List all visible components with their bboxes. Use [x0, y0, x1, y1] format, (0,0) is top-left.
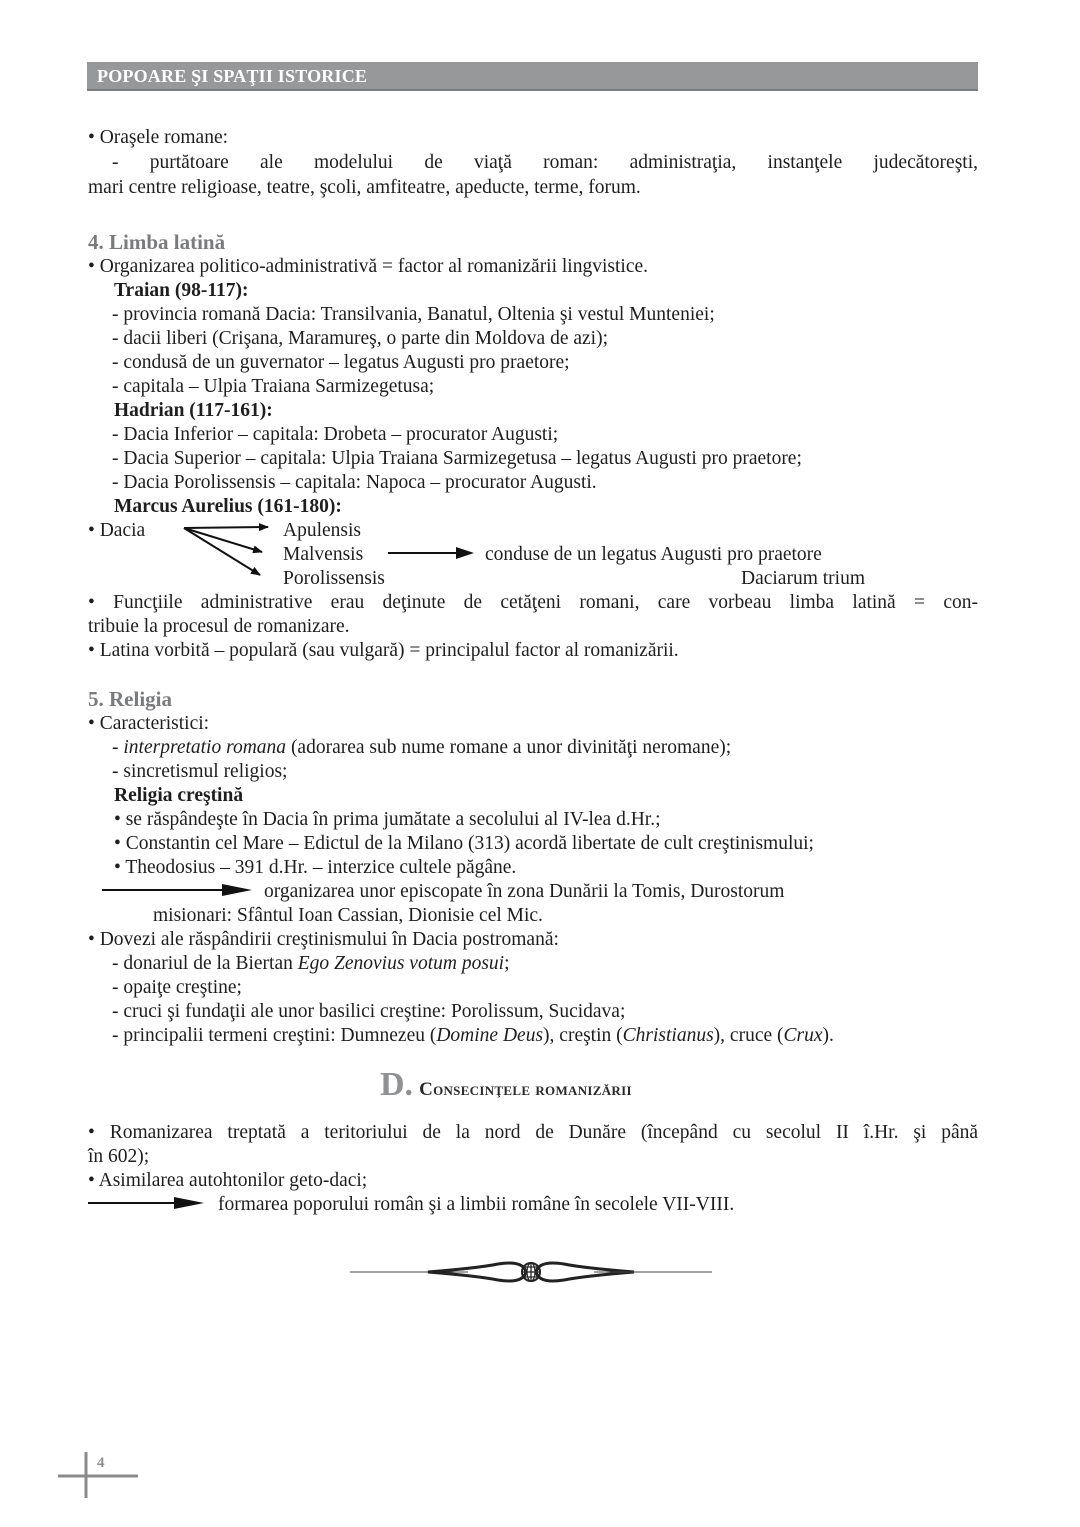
termeni-text: - principalii termeni creştini: Dumnezeu (	[112, 1025, 437, 1046]
termeni-text: ), cruce (	[713, 1025, 784, 1046]
section-letter: D.	[380, 1066, 414, 1103]
marcus-heading: Marcus Aurelius (161-180):	[114, 496, 342, 517]
dacia-root: • Dacia	[88, 520, 146, 541]
crestina-item: • Constantin cel Mare – Edictul de la Milano (313) acordă libertate de cult creştinismului;	[114, 833, 814, 854]
limba-intro: • Organizarea politico-administrativă = factor al romanizării lingvistice.	[88, 256, 649, 277]
donariul-item	[112, 952, 510, 976]
religia-caracteristici: • Caracteristici:	[88, 713, 210, 734]
asimilare: • Asimilarea autohtonilor geto-daci;	[88, 1170, 368, 1191]
section-title-religia: 5. Religia	[88, 687, 172, 711]
sincretism-item: - sincretismul religios;	[112, 761, 288, 782]
traian-item: - condusă de un guvernator – legatus Augusti pro praetore;	[112, 352, 570, 373]
orase-bullet: • Oraşele romane:	[88, 127, 229, 148]
termeni-text: ), creştin (	[543, 1025, 623, 1046]
latin-term: Crux	[783, 1025, 823, 1046]
cruci-item: - cruci şi fundaţii ale unor basilici creştine: Porolissum, Sucidava;	[112, 1001, 626, 1022]
latina-vorbita: • Latina vorbită – populară (sau vulgară) = principalul factor al romanizării.	[88, 640, 679, 661]
functii-line2: tribuie la procesul de romanizare.	[88, 616, 350, 637]
province-apulensis: Apulensis	[283, 520, 361, 541]
hadrian-item: - Dacia Superior – capitala: Ulpia Traiana Sarmizegetusa – legatus Augusti pro praetore;	[112, 448, 802, 469]
right-arrow-icon	[86, 1195, 206, 1211]
donariul-end: ;	[504, 953, 510, 974]
episcopate-result: organizarea unor episcopate în zona Dunării la Tomis, Durostorum	[264, 881, 785, 902]
consecinte-line2: în 602);	[88, 1146, 150, 1167]
page-number: 4	[97, 1455, 105, 1471]
opaite-item: - opaiţe creştine;	[112, 977, 242, 998]
interpretatio-desc: (adorarea sub nume romane a unor divinităţi neromane);	[286, 737, 732, 758]
split-arrows-icon	[180, 518, 290, 582]
section-d-title: Consecinţele romanizării	[419, 1079, 632, 1100]
globe-ornament-divider-icon	[348, 1258, 714, 1286]
dovezi-heading: • Dovezi ale răspândirii creştinismului în Dacia postromană:	[88, 929, 559, 950]
province-porolissensis: Porolissensis	[283, 568, 385, 589]
traian-item: - dacii liberi (Crişana, Maramureş, o parte din Moldova de azi);	[112, 328, 608, 349]
formare-result: formarea poporului român şi a limbii române în secolele VII-VIII.	[218, 1194, 735, 1215]
termeni-text: ).	[822, 1025, 834, 1046]
orase-line2: mari centre religioase, teatre, şcoli, amfiteatre, apeducte, terme, forum.	[88, 177, 641, 198]
hadrian-item: - Dacia Porolissensis – capitala: Napoca – procurator Augusti.	[112, 472, 597, 493]
latin-term: Domine Deus	[436, 1025, 544, 1046]
right-arrow-icon	[100, 882, 254, 898]
interpretatio-item: - interpretatio romana (adorarea sub nume romane a unor divinităţi neromane);	[112, 737, 732, 758]
hadrian-heading: Hadrian (117-161):	[114, 400, 273, 421]
traian-heading: Traian (98-117):	[114, 280, 249, 301]
consecinte-line1: • Romanizarea treptată a teritoriului de la nord de Dunăre (începând cu secolul II î.Hr. şi până	[88, 1122, 978, 1143]
traian-item: - provincia romană Dacia: Transilvania, Banatul, Oltenia şi vestul Munteniei;	[112, 304, 715, 325]
chapter-title: POPOARE ŞI SPAŢII ISTORICE	[97, 66, 368, 86]
hadrian-item: - Dacia Inferior – capitala: Drobeta – procurator Augusti;	[112, 424, 559, 445]
chapter-header-bar	[87, 62, 978, 91]
donariul-inscription: Ego Zenovius votum posui	[297, 953, 505, 974]
misionari: misionari: Sfântul Ioan Cassian, Dionisie cel Mic.	[153, 905, 543, 926]
province-malvensis: Malvensis	[283, 544, 364, 565]
provinces-leadership: conduse de un legatus Augusti pro praetore	[485, 544, 822, 565]
functii-line1: • Funcţiile administrative erau deţinute de cetăţeni romani, care vorbeau limba latină = con-	[88, 592, 978, 613]
crestina-item: • Theodosius – 391 d.Hr. – interzice cultele păgâne.	[114, 857, 517, 878]
section-title-limba-latina: 4. Limba latină	[88, 230, 226, 254]
termeni-item	[112, 1024, 834, 1048]
traian-item: - capitala – Ulpia Traiana Sarmizegetusa;	[112, 376, 435, 397]
latin-term: Christianus	[622, 1025, 714, 1046]
crestina-item: • se răspândeşte în Dacia în prima jumătate a secolului al IV-lea d.Hr.;	[114, 809, 661, 830]
right-arrow-icon	[386, 545, 476, 561]
orase-line1: - purtătoare ale modelului de viaţă roman: administraţia, instanţele judecătoreşti,	[112, 152, 978, 173]
donariul-text: - donariul de la Biertan	[112, 953, 298, 974]
daciarum-trium: Daciarum trium	[741, 568, 865, 589]
crestina-heading: Religia creştină	[114, 785, 244, 806]
interpretatio-term: interpretatio romana	[123, 737, 287, 758]
section-d-heading	[380, 1066, 632, 1104]
